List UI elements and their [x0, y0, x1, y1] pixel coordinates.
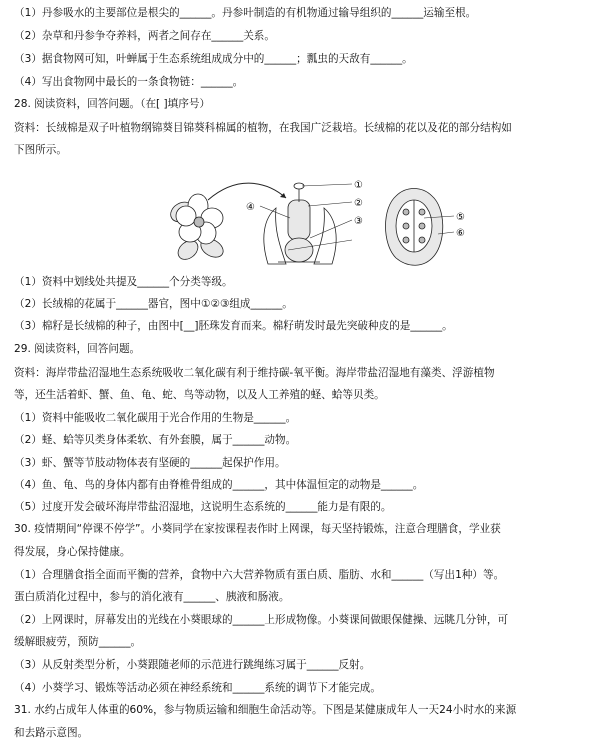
label-3: ③	[354, 216, 363, 227]
q30-sub1-cont: 蛋白质消化过程中，参与的消化液有______、胰液和肠液。	[14, 591, 290, 603]
cotton-flower-icon	[168, 194, 226, 263]
q28-heading: 28. 阅读资料，回答问题。（在[ ]填序号）	[14, 98, 211, 110]
q31-heading-cont: 和去路示意图。	[14, 727, 89, 739]
label-6: ⑥	[456, 228, 465, 239]
q29-material: 资料：海岸带盐沼湿地生态系统吸收二氧化碳有利于维持碳-氧平衡。海岸带盐沼湿地有藻类、浮游植物	[14, 367, 495, 379]
label-1: ①	[354, 180, 363, 191]
q27-sub4: （4）写出食物网中最长的一条食物链：______。	[14, 76, 244, 88]
q29-sub1: （1）资料中能吸收二氧化碳用于光合作用的生物是______。	[14, 412, 297, 424]
q28-sub2: （2）长绒棉的花属于______器官，图中①②③组成______。	[14, 298, 293, 310]
q28-material-cont: 下图所示。	[14, 144, 67, 156]
ovary-section-icon	[386, 189, 443, 266]
q28-material: 资料：长绒棉是双子叶植物纲锦葵目锦葵科棉属的植物，在我国广泛栽培。长绒棉的花以及花的部分结构如	[14, 122, 512, 134]
q29-sub3: （3）虾、蟹等节肢动物体表有坚硬的______起保护作用。	[14, 457, 286, 469]
q29-sub2: （2）蛏、蛤等贝类身体柔软、有外套膜，属于______动物。	[14, 434, 297, 446]
q30-sub2: （2）上网课时，屏幕发出的光线在小葵眼球的______上形成物像。小葵课间做眼保健操、远眺几分钟，可	[14, 614, 509, 626]
label-4: ④	[246, 202, 255, 213]
q29-sub5: （5）过度开发会破坏海岸带盐沼湿地，这说明生态系统的______能力是有限的。	[14, 501, 392, 513]
q29-heading: 29. 阅读资料，回答问题。	[14, 343, 141, 355]
q30-heading-cont: 得发展，身心保持健康。	[14, 546, 131, 558]
cotton-flower-figure	[168, 178, 478, 270]
q30-sub4: （4）小葵学习、锻炼等活动必须在神经系统和______系统的调节下才能完成。	[14, 682, 381, 694]
q28-sub1: （1）资料中划线处共提及______个分类等级。	[14, 276, 233, 288]
arrow-icon	[208, 183, 286, 200]
label-5: ⑤	[456, 212, 465, 223]
q28-sub3: （3）棉籽是长绒棉的种子，由图中[__]胚珠发育而来。棉籽萌发时最先突破种皮的是______。	[14, 320, 453, 332]
q30-heading: 30. 疫情期间“停课不停学”。小葵同学在家按课程表作时上网课，每天坚持锻炼，注意合理膳食，学业获	[14, 523, 501, 535]
flower-section-icon	[264, 183, 336, 264]
q27-sub2: （2）杂草和丹参争夺养料，两者之间存在______关系。	[14, 30, 275, 42]
q29-sub4: （4）鱼、龟、鸟的身体内都有由脊椎骨组成的______，其中体温恒定的动物是______。	[14, 479, 424, 491]
q31-heading: 31. 水约占成年人体重的60%，参与物质运输和细胞生命活动等。下图是某健康成年人一天24小时水的来源	[14, 704, 517, 716]
q30-sub3: （3）从反射类型分析，小葵跟随老师的示范进行跳绳练习属于______反射。	[14, 659, 371, 671]
label-2: ②	[354, 198, 363, 209]
q29-material-cont: 等，还生活着虾、蟹、鱼、龟、蛇、鸟等动物，以及人工养殖的蛏、蛤等贝类。	[14, 389, 385, 401]
q27-sub1: （1）丹参吸水的主要部位是根尖的______。丹参叶制造的有机物通过输导组织的______运输至根。	[14, 7, 477, 19]
q30-sub2-cont: 缓解眼疲劳，预防______。	[14, 636, 142, 648]
q30-sub1: （1）合理膳食指全面而平衡的营养，食物中六大营养物质有蛋白质、脂肪、水和______（写出1种）等。	[14, 569, 505, 581]
q27-sub3: （3）据食物网可知，叶蝉属于生态系统组成成分中的______；瓢虫的天敌有______。	[14, 53, 413, 65]
